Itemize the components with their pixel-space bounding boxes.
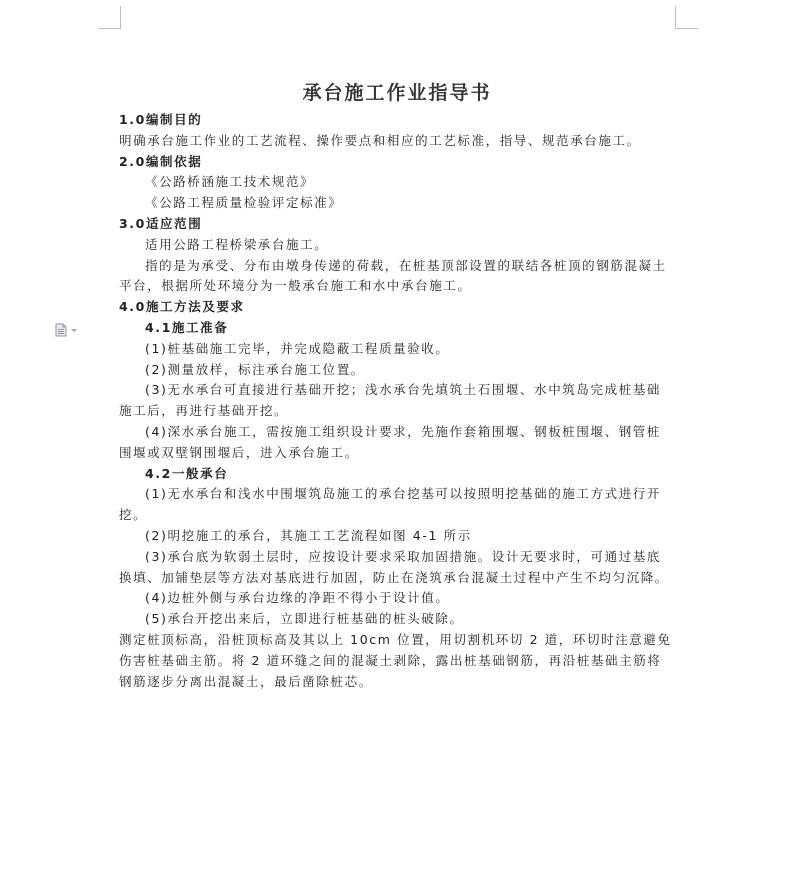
- list-item: (1)桩基础施工完毕，并完成隐蔽工程质量验收。: [145, 340, 450, 356]
- section-heading-purpose: 1.0编制目的: [119, 112, 203, 127]
- section-heading-basis: 2.0编制依据: [119, 153, 203, 169]
- section-heading-scope: 3.0适应范围: [119, 215, 203, 231]
- paragraph-pile-head: 测定桩顶标高，沿桩顶标高及其以上 10cm 位置，用切割机环切 2 道，环切时注意避免伤害桩基础主筋。将 2 道环缝之间的混凝土剥除，露出桩基础钢筋，再沿桩基础主筋将钢筋逐步分离出混凝土，最后凿除桩芯。: [119, 631, 672, 689]
- list-item: (1)无水承台和浅水中围堰筑岛施工的承台挖基可以按照明挖基础的施工方式进行开挖。: [119, 486, 662, 523]
- list-item: (4)边桩外侧与承台边缘的净距不得小于设计值。: [145, 590, 450, 606]
- paragraph-purpose: 明确承台施工作业的工艺流程、操作要点和相应的工艺标准，指导、规范承台施工。: [119, 132, 641, 148]
- list-item: (5)承台开挖出来后，立即进行桩基础的桩头破除。: [145, 611, 464, 627]
- list-item: (3)承台底为软弱土层时，应按设计要求采取加固措施。设计无要求时，可通过基底换填、加铺垫层等方法对基底进行加固，防止在浇筑承台混凝土过程中产生不均匀沉降。: [119, 548, 669, 585]
- list-item: (2)测量放样，标注承台施工位置。: [145, 361, 365, 377]
- basis-item: 《公路桥涵施工技术规范》: [145, 174, 315, 190]
- list-item: (3)无水承台可直接进行基础开挖；浅水承台先填筑土石围堰、水中筑岛完成桩基础施工后，再进行基础开挖。: [119, 382, 662, 419]
- section-heading-methods: 4.0施工方法及要求: [119, 299, 245, 315]
- document-icon[interactable]: [55, 322, 83, 336]
- page-corner-mark-top-right: [675, 6, 698, 29]
- subsection-heading-general-cap: 4.2一般承台: [145, 465, 229, 481]
- paragraph-definition: 指的是为承受、分布由墩身传递的荷载，在桩基顶部设置的联结各桩顶的钢筋混凝土平台，根据所处环境分为一般承台施工和水中承台施工。: [119, 257, 667, 294]
- page-corner-mark-top-left: [98, 6, 121, 29]
- document-title: 承台施工作业指导书: [302, 82, 492, 104]
- basis-item: 《公路工程质量检验评定标准》: [145, 195, 343, 211]
- document-body: [119, 110, 675, 692]
- list-item: (2)明挖施工的承台，其施工工艺流程如图 4-1 所示: [145, 527, 472, 543]
- list-item: (4)深水承台施工，需按施工组织设计要求，先施作套箱围堰、钢板桩围堰、钢管桩围堰或双壁钢围堰后，进入承台施工。: [119, 423, 662, 460]
- paragraph-scope: 适用公路工程桥梁承台施工。: [145, 236, 329, 252]
- subsection-heading-preparation: 4.1施工准备: [145, 319, 229, 335]
